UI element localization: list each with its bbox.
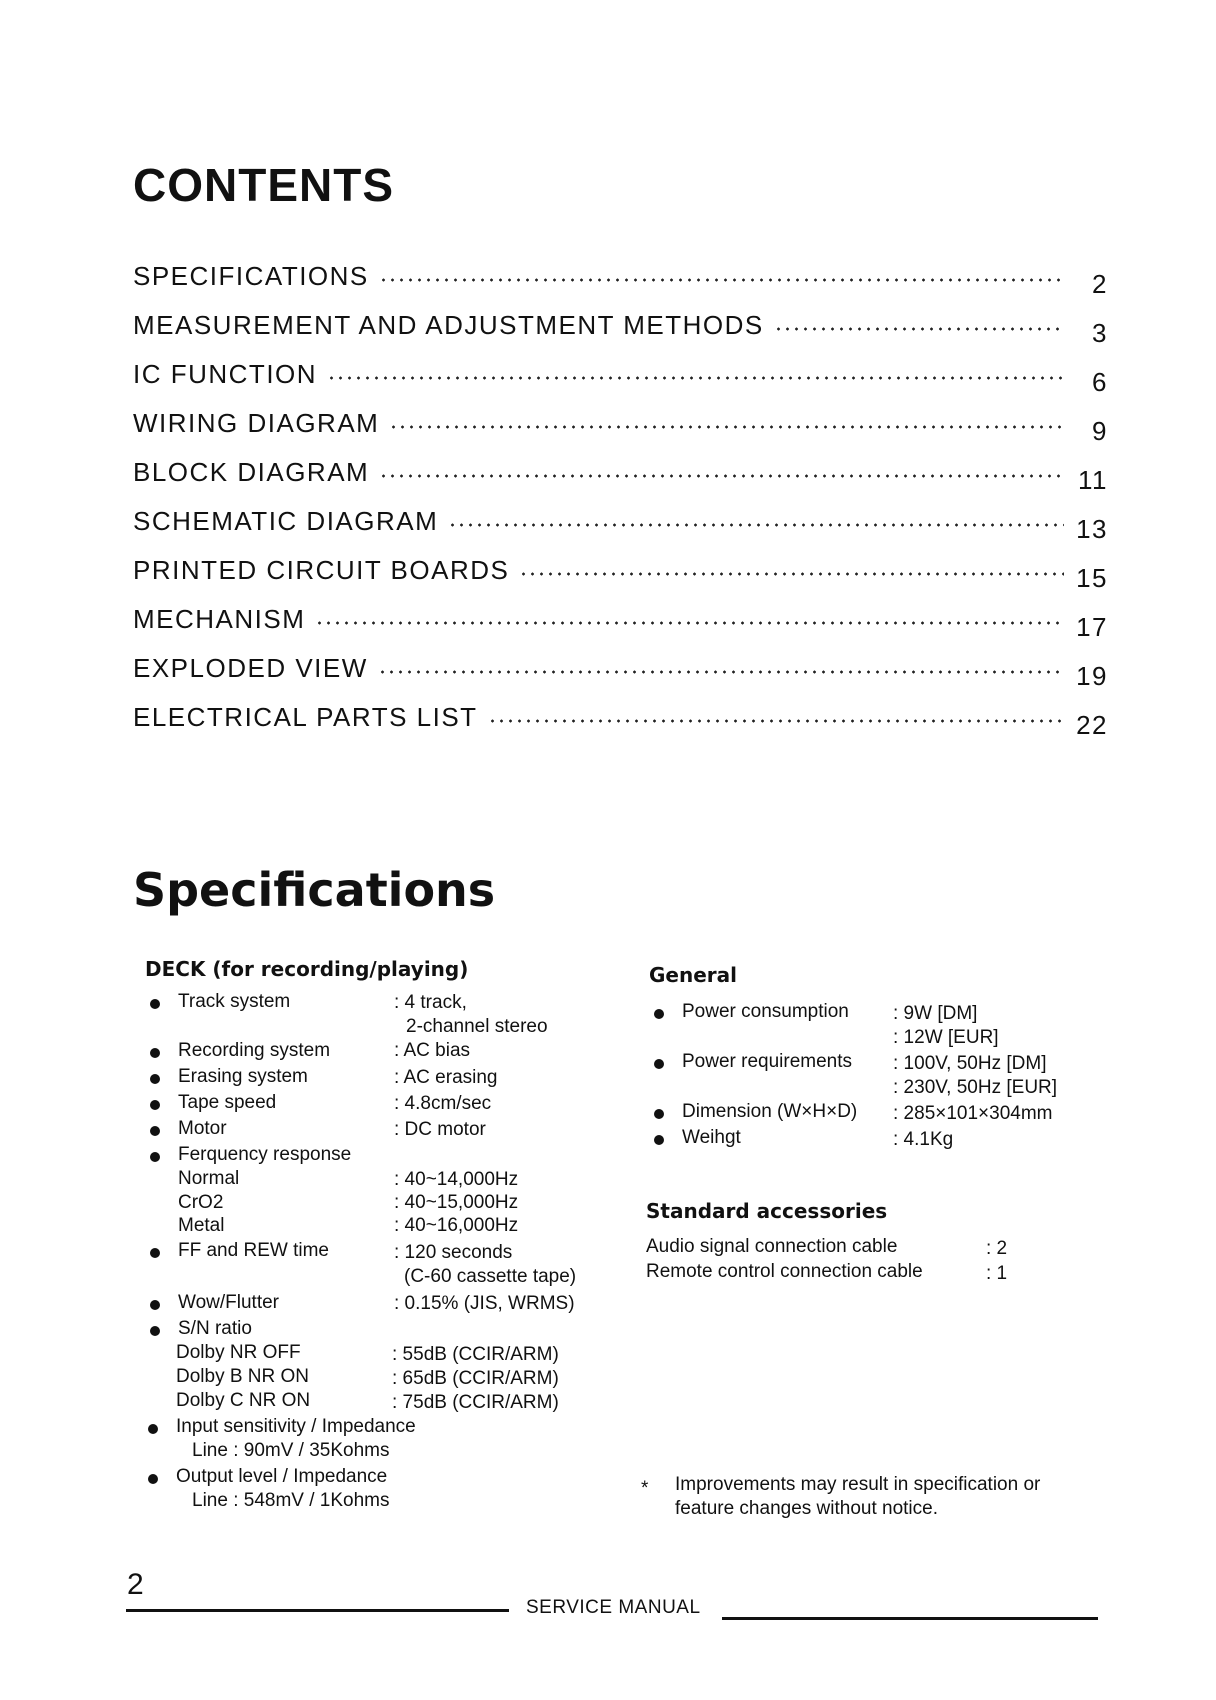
freq-metal-label: Metal [178,1215,225,1236]
wow-flutter-value: : 0.15% (JIS, WRMS) [394,1293,575,1314]
weight-value: : 4.1Kg [893,1129,954,1150]
output-level-label: Output level / Impedance [176,1466,388,1487]
toc-item-page: 9 [1092,416,1108,446]
erasing-system-value: : AC erasing [394,1067,498,1088]
toc-leader-dots [519,572,1064,576]
toc-item-label: EXPLODED VIEW [133,653,368,683]
toc-item[interactable] [133,301,1108,348]
recording-system-value: : AC bias [394,1040,471,1061]
sn-ratio-label: S/N ratio [178,1318,252,1339]
footer-label: SERVICE MANUAL [526,1597,701,1618]
freq-cro2-label: CrO2 [178,1192,224,1213]
toc-leader-dots [448,523,1064,527]
general-heading: General [649,963,737,987]
weight-label: Weihgt [682,1127,741,1148]
dolby-c-nr-value: : 75dB (CCIR/ARM) [392,1392,559,1413]
remote-cable-label: Remote control connection cable [646,1261,923,1282]
page-number: 2 [127,1568,144,1601]
toc-leader-dots [379,278,1064,282]
power-consumption-value-2: : 12W [EUR] [893,1027,999,1048]
toc-leader-dots [315,621,1064,625]
toc-item-page: 22 [1076,710,1108,740]
frequency-response-label: Ferquency response [178,1144,352,1165]
toc-item[interactable] [133,546,1108,593]
freq-cro2-value: : 40~15,000Hz [394,1192,519,1213]
footer-rule-right [722,1617,1098,1620]
toc-item[interactable] [133,595,1108,642]
toc-leader-dots [389,425,1064,429]
toc-leader-dots [378,670,1064,674]
toc-item[interactable] [133,693,1108,740]
toc-item[interactable] [133,644,1108,691]
power-consumption-value: : 9W [DM] [893,1003,978,1024]
toc-leader-dots [774,327,1064,331]
tape-speed-label: Tape speed [178,1092,277,1113]
dolby-c-nr-label: Dolby C NR ON [176,1390,311,1411]
dolby-b-nr-value: : 65dB (CCIR/ARM) [392,1368,559,1389]
remote-cable-value: : 1 [986,1263,1008,1284]
output-level-value: Line : 548mV / 1Kohms [192,1490,390,1511]
toc-item-page: 2 [1092,269,1108,299]
input-sensitivity-label: Input sensitivity / Impedance [176,1416,416,1437]
track-system-value-2: 2-channel stereo [406,1016,548,1037]
toc-leader-dots [327,376,1064,380]
toc-item-label: WIRING DIAGRAM [133,408,380,438]
freq-normal-label: Normal [178,1168,240,1189]
toc-item[interactable] [133,350,1108,397]
input-sensitivity-value: Line : 90mV / 35Kohms [192,1440,390,1461]
toc-leader-dots [379,474,1064,478]
toc-item-label: SCHEMATIC DIAGRAM [133,506,439,536]
toc-item-page: 15 [1076,563,1108,593]
track-system-label: Track system [178,991,291,1012]
toc-item[interactable] [133,497,1108,544]
ff-rew-time-value-2: (C-60 cassette tape) [404,1266,577,1287]
audio-cable-label: Audio signal connection cable [646,1236,898,1257]
wow-flutter-label: Wow/Flutter [178,1292,280,1313]
toc-item-label: MECHANISM [133,604,306,634]
toc-item-label: PRINTED CIRCUIT BOARDS [133,555,510,585]
note-text-line-2: feature changes without notice. [675,1498,939,1519]
toc-item-label: MEASUREMENT AND ADJUSTMENT METHODS [133,310,764,340]
footer-rule-left [126,1609,509,1612]
recording-system-label: Recording system [178,1040,331,1061]
tape-speed-value: : 4.8cm/sec [394,1093,492,1114]
dimension-label: Dimension (W×H×D) [682,1101,858,1122]
toc-item-page: 11 [1078,465,1108,495]
specifications-title: Specifications [133,863,496,917]
toc-item-label: BLOCK DIAGRAM [133,457,370,487]
toc-item-page: 6 [1092,367,1108,397]
motor-value: : DC motor [394,1119,486,1140]
accessories-heading: Standard accessories [646,1199,888,1223]
toc-item-label: ELECTRICAL PARTS LIST [133,702,478,732]
dolby-nr-off-value: : 55dB (CCIR/ARM) [392,1344,559,1365]
power-consumption-label: Power consumption [682,1001,849,1022]
note-text-line-1: Improvements may result in specification or [675,1474,1041,1495]
erasing-system-label: Erasing system [178,1066,308,1087]
contents-title: CONTENTS [133,159,394,211]
motor-label: Motor [178,1118,227,1139]
dolby-b-nr-label: Dolby B NR ON [176,1366,310,1387]
toc-item-page: 19 [1076,661,1108,691]
track-system-value: : 4 track, [394,992,467,1013]
power-requirements-value-2: : 230V, 50Hz [EUR] [893,1077,1058,1098]
dolby-nr-off-label: Dolby NR OFF [176,1342,301,1363]
freq-metal-value: : 40~16,000Hz [394,1215,519,1236]
power-requirements-value: : 100V, 50Hz [DM] [893,1053,1047,1074]
toc-item[interactable] [133,399,1108,446]
freq-normal-value: : 40~14,000Hz [394,1169,519,1190]
toc-item[interactable] [133,252,1108,299]
note-asterisk: * [641,1478,649,1499]
toc-item-label: IC FUNCTION [133,359,318,389]
toc-item[interactable] [133,448,1108,495]
power-requirements-label: Power requirements [682,1051,853,1072]
toc-item-page: 3 [1092,318,1108,348]
toc-leader-dots [488,719,1064,723]
deck-heading: DECK (for recording/playing) [145,957,469,981]
toc-item-page: 17 [1076,612,1108,642]
audio-cable-value: : 2 [986,1238,1008,1259]
toc-item-page: 13 [1076,514,1108,544]
dimension-value: : 285×101×304mm [893,1103,1053,1124]
ff-rew-time-value: : 120 seconds [394,1242,513,1263]
toc-item-label: SPECIFICATIONS [133,261,369,291]
ff-rew-time-label: FF and REW time [178,1240,329,1261]
